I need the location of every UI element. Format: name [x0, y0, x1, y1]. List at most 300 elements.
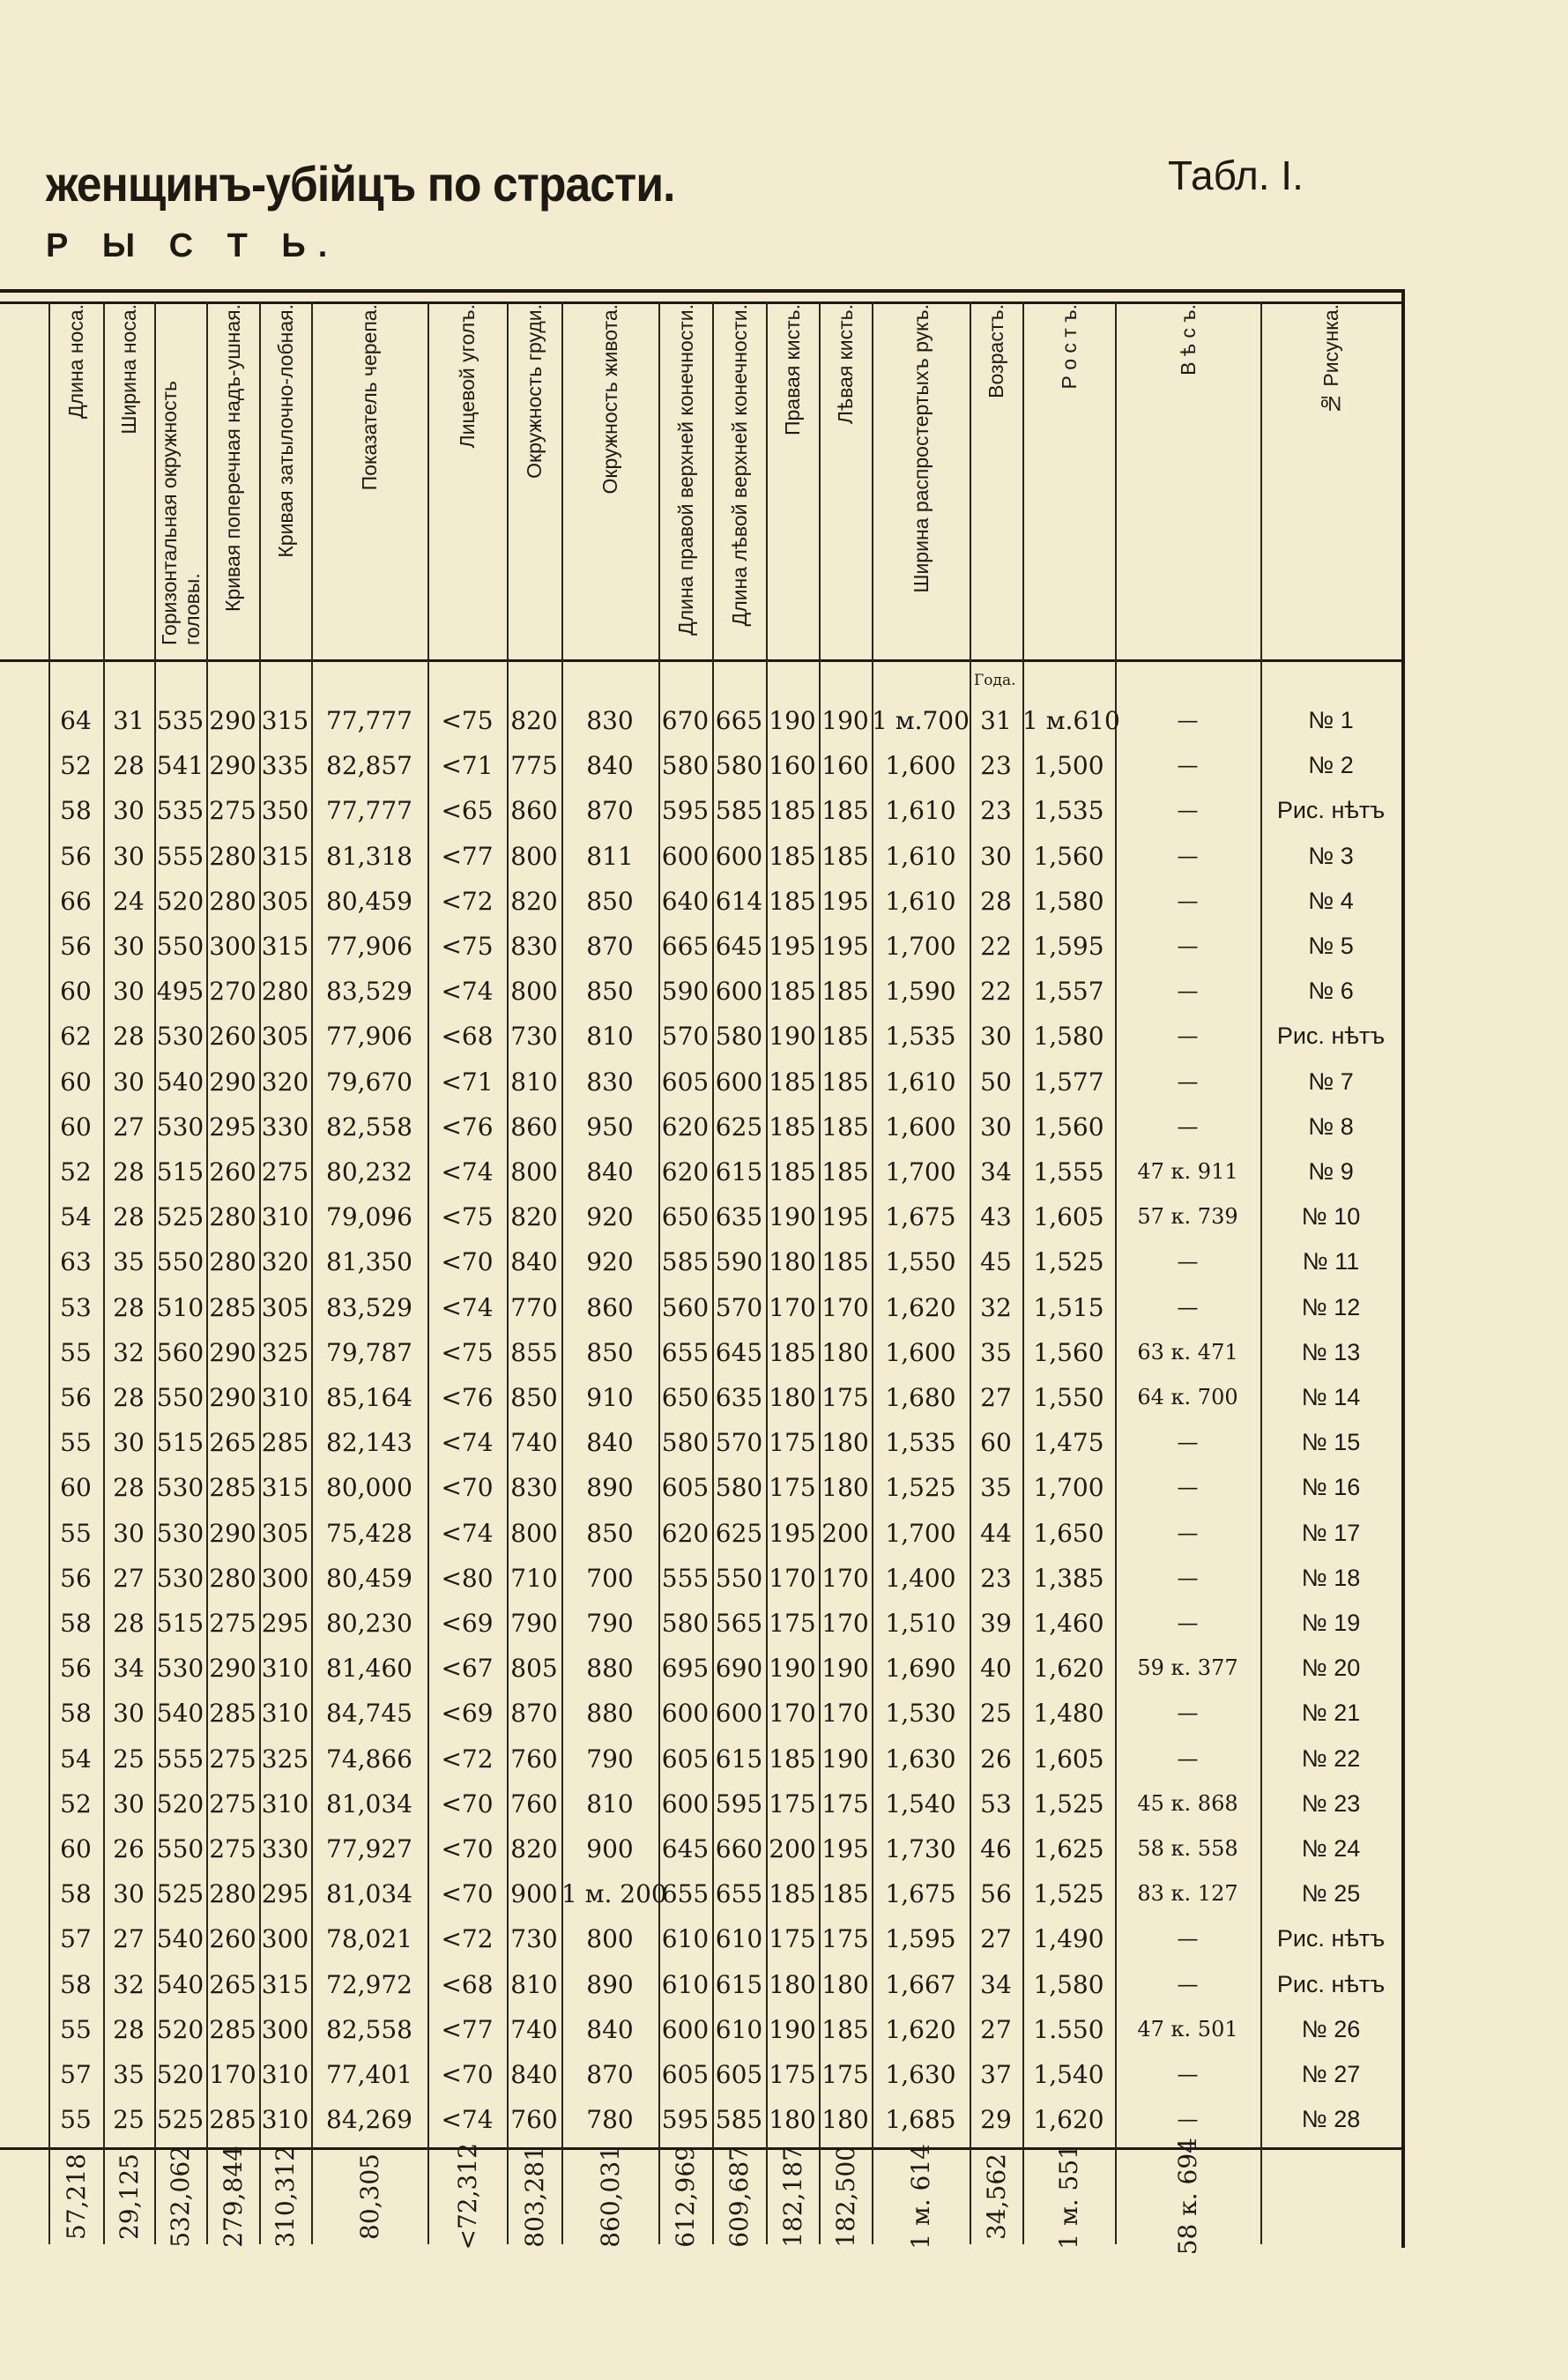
column-header-label: Возрастъ. — [985, 304, 1007, 398]
table-cell: 81,034 — [326, 1879, 412, 1909]
table-cell: 1,730 — [885, 1834, 956, 1863]
average-cell — [206, 2146, 259, 2248]
table-cell: 185 — [821, 796, 869, 826]
table-cell: 620 — [661, 1518, 710, 1548]
column-header-label: Длина правой верхней конечности. — [673, 304, 697, 636]
table-cell: 645 — [661, 1834, 710, 1863]
table-cell: 550 — [156, 932, 204, 961]
table-cell: 85,164 — [326, 1383, 412, 1412]
average-cell — [507, 2146, 561, 2248]
table-cell: 58 к. 558 — [1137, 1836, 1238, 1861]
table-cell: № 2 — [1308, 752, 1354, 779]
table-cell: 185 — [769, 1112, 816, 1142]
average-value: <72,312 — [452, 2143, 482, 2250]
table-cell: 58 — [60, 1969, 92, 1999]
table-cell: 310 — [261, 2060, 309, 2089]
table-cell: <75 — [441, 706, 494, 735]
table-cell: 1,515 — [1033, 1292, 1104, 1322]
table-cell: <74 — [441, 1157, 494, 1186]
table-cell: 520 — [156, 886, 204, 916]
table-cell: 730 — [510, 1924, 558, 1954]
table-cell: 25 — [980, 1699, 1012, 1729]
table-cell: 190 — [821, 1654, 869, 1684]
average-value: 612,969 — [671, 2146, 700, 2248]
table-cell: Рис. нѣтъ — [1276, 1925, 1386, 1952]
average-cell — [970, 2151, 1022, 2242]
table-cell: 610 — [661, 1969, 710, 1999]
table-cell: — — [1177, 1971, 1199, 1997]
table-cell: 1,690 — [885, 1654, 956, 1684]
table-cell: 655 — [661, 1879, 710, 1909]
table-cell: 32 — [113, 1969, 145, 1999]
table-cell: 820 — [510, 1202, 558, 1232]
table-cell: 1,480 — [1033, 1699, 1104, 1729]
table-cell: 60 — [60, 1473, 92, 1503]
table-cell: 645 — [715, 1337, 763, 1367]
table-cell: 185 — [821, 1157, 869, 1186]
table-cell: 555 — [156, 1744, 204, 1774]
table-cell: 610 — [715, 2014, 763, 2044]
table-cell: 1,625 — [1033, 1834, 1104, 1863]
table-cell: 30 — [113, 1067, 145, 1097]
average-value: 182,500 — [830, 2146, 860, 2248]
table-cell: 315 — [261, 706, 309, 735]
average-value: 310,312 — [271, 2146, 300, 2248]
table-cell: 605 — [661, 2060, 710, 2089]
table-cell: 1,600 — [885, 1337, 956, 1367]
column-header-label: Ширина распростертыхъ рукъ. — [909, 304, 933, 593]
table-cell: 800 — [510, 1157, 558, 1186]
table-cell: 26 — [980, 1744, 1012, 1774]
table-cell: № 21 — [1301, 1699, 1361, 1727]
table-cell: 195 — [769, 932, 816, 961]
table-cell: 525 — [156, 1202, 204, 1232]
average-cell — [48, 2151, 103, 2242]
table-cell: 850 — [510, 1383, 558, 1412]
table-cell: № 4 — [1308, 887, 1354, 914]
table-cell: 185 — [769, 1879, 816, 1909]
table-cell: 870 — [586, 932, 634, 961]
table-cell: 300 — [261, 1563, 309, 1593]
table-cell: 56 — [980, 1879, 1012, 1909]
average-value: 80,305 — [354, 2153, 384, 2240]
table-cell: 1,550 — [885, 1247, 956, 1277]
column-header — [658, 304, 712, 645]
table-cell: 80,232 — [326, 1157, 412, 1186]
table-cell: 35 — [113, 1247, 145, 1277]
average-value: 182,187 — [777, 2146, 807, 2248]
table-cell: 64 — [60, 706, 92, 735]
table-cell: 520 — [156, 1789, 204, 1818]
column-header-label: Лицевой уголъ. — [456, 304, 479, 449]
table-cell: 305 — [261, 1292, 309, 1322]
table-cell: 550 — [156, 1834, 204, 1863]
table-cell: 620 — [661, 1112, 710, 1142]
table-cell: 1,610 — [885, 841, 956, 871]
table-cell: 330 — [261, 1112, 309, 1142]
table-cell: — — [1177, 1294, 1199, 1320]
table-cell: 300 — [261, 1924, 309, 1954]
average-cell — [311, 2151, 427, 2242]
table-cell: 790 — [586, 1609, 634, 1638]
table-cell: 56 — [60, 932, 92, 961]
table-cell: 180 — [821, 1337, 869, 1367]
table-cell: 610 — [661, 1924, 710, 1954]
column-header-label: Лѣвая кисть. — [834, 304, 857, 425]
table-cell: 760 — [510, 2105, 558, 2135]
table-cell: 81,034 — [326, 1789, 412, 1818]
table-cell: 350 — [261, 796, 309, 826]
table-cell: 55 — [60, 2105, 92, 2135]
table-cell: 305 — [261, 1022, 309, 1052]
table-cell: 25 — [113, 2105, 145, 2135]
table-cell: 52 — [60, 751, 92, 781]
table-cell: 1,620 — [885, 2014, 956, 2044]
table-cell: 850 — [586, 1337, 634, 1367]
average-value: 803,281 — [519, 2146, 549, 2248]
table-cell: 625 — [715, 1112, 763, 1142]
table-cell: 28 — [113, 1609, 145, 1638]
table-cell: 315 — [261, 1969, 309, 1999]
table-cell: 74,866 — [326, 1744, 412, 1774]
table-cell: 81,318 — [326, 841, 412, 871]
table-cell: 31 — [113, 706, 145, 735]
column-header — [872, 304, 970, 645]
table-cell: № 10 — [1301, 1203, 1361, 1231]
table-cell: 315 — [261, 841, 309, 871]
table-cell: 30 — [980, 1112, 1012, 1142]
table-cell: 525 — [156, 2105, 204, 2135]
table-cell: <68 — [441, 1022, 494, 1052]
table-cell: 30 — [113, 1789, 145, 1818]
table-cell: 28 — [113, 1292, 145, 1322]
table-cell: 290 — [209, 751, 256, 781]
table-cell: 195 — [821, 1834, 869, 1863]
table-cell: 1,595 — [885, 1924, 956, 1954]
table-cell: 77,401 — [326, 2060, 412, 2089]
table-cell: 290 — [209, 1383, 256, 1412]
table-cell: 810 — [510, 1969, 558, 1999]
table-cell: 23 — [980, 796, 1012, 826]
table-cell: 910 — [586, 1383, 634, 1412]
column-header-label: Р о с т ъ. — [1057, 304, 1081, 390]
table-cell: 23 — [980, 1563, 1012, 1593]
table-cell: 27 — [113, 1924, 145, 1954]
table-cell: 665 — [715, 706, 763, 735]
table-cell: 555 — [156, 841, 204, 871]
table-cell: 320 — [261, 1067, 309, 1097]
table-cell: 840 — [510, 2060, 558, 2089]
table-cell: 84,269 — [326, 2105, 412, 2135]
table-cell: 185 — [769, 1337, 816, 1367]
table-cell: 580 — [661, 1428, 710, 1458]
table-cell: 540 — [156, 1067, 204, 1097]
table-cell: 190 — [769, 1022, 816, 1052]
table-cell: 27 — [113, 1563, 145, 1593]
table-cell: 890 — [586, 1969, 634, 1999]
table-cell: 600 — [715, 841, 763, 871]
table-cell: 280 — [209, 1202, 256, 1232]
column-header — [1115, 304, 1260, 645]
table-cell: 28 — [113, 751, 145, 781]
table-cell: 1.550 — [1033, 2014, 1104, 2044]
table-cell: 1,610 — [885, 886, 956, 916]
table-cell: 605 — [661, 1744, 710, 1774]
table-cell: 560 — [156, 1337, 204, 1367]
table-cell: 46 — [980, 1834, 1012, 1863]
table-cell: 60 — [60, 1834, 92, 1863]
table-cell: 30 — [113, 977, 145, 1007]
table-cell: 35 — [113, 2060, 145, 2089]
table-cell: 54 — [60, 1202, 92, 1232]
table-cell: 82,558 — [326, 2014, 412, 2044]
table-cell: 60 — [980, 1428, 1012, 1458]
table-cell: 52 — [60, 1789, 92, 1818]
table-cell: 530 — [156, 1473, 204, 1503]
average-value: 860,031 — [595, 2146, 625, 2248]
table-cell: 305 — [261, 1518, 309, 1548]
table-cell: — — [1177, 1113, 1199, 1139]
table-cell: 1,525 — [885, 1473, 956, 1503]
table-cell: 1,700 — [885, 1157, 956, 1186]
table-cell: <74 — [441, 1428, 494, 1458]
table-cell: <76 — [441, 1383, 494, 1412]
table-cell: 32 — [980, 1292, 1012, 1322]
table-cell: 180 — [821, 2105, 869, 2135]
table-cell: 810 — [586, 1022, 634, 1052]
table-cell: 58 — [60, 1879, 92, 1909]
table-cell: 185 — [769, 886, 816, 916]
table-cell: 170 — [209, 2060, 256, 2089]
table-cell: 1,530 — [885, 1699, 956, 1729]
table-cell: 1,605 — [1033, 1202, 1104, 1232]
table-cell: <72 — [441, 1924, 494, 1954]
table-cell: 1,475 — [1033, 1428, 1104, 1458]
table-cell: 650 — [661, 1383, 710, 1412]
table-cell: 615 — [715, 1969, 763, 1999]
table-cell: <75 — [441, 932, 494, 961]
table-cell: 53 — [980, 1789, 1012, 1818]
average-cell — [103, 2151, 154, 2242]
table-cell: 325 — [261, 1337, 309, 1367]
table-cell: № 6 — [1308, 978, 1354, 1005]
table-cell: 200 — [769, 1834, 816, 1863]
table-cell: 495 — [156, 977, 204, 1007]
table-cell: 60 — [60, 1067, 92, 1097]
table-cell: 25 — [113, 1744, 145, 1774]
table-cell: 275 — [261, 1157, 309, 1186]
table-cell: 40 — [980, 1654, 1012, 1684]
table-cell: 185 — [769, 977, 816, 1007]
average-cell — [1115, 2138, 1260, 2256]
table-cell: 920 — [586, 1202, 634, 1232]
table-cell: 775 — [510, 751, 558, 781]
table-cell: 600 — [661, 1789, 710, 1818]
table-cell: 55 — [60, 1518, 92, 1548]
table-cell: 30 — [113, 1518, 145, 1548]
table-cell: 1,560 — [1033, 1112, 1104, 1142]
table-cell: 595 — [661, 2105, 710, 2135]
table-cell: 30 — [980, 841, 1012, 871]
table-cell: 950 — [586, 1112, 634, 1142]
table-cell: 34 — [980, 1969, 1012, 1999]
column-header-label: Кривая поперечная надъ-ушная. — [221, 304, 244, 612]
table-cell: 310 — [261, 1699, 309, 1729]
table-cell: 330 — [261, 1834, 309, 1863]
table-cell: 295 — [209, 1112, 256, 1142]
table-cell: 265 — [209, 1969, 256, 1999]
table-cell: — — [1177, 1926, 1199, 1952]
table-cell: <72 — [441, 1744, 494, 1774]
table-cell: 1,580 — [1033, 886, 1104, 916]
table-cell: 30 — [113, 1879, 145, 1909]
table-cell: 570 — [715, 1292, 763, 1322]
table-cell: 290 — [209, 706, 256, 735]
table-cell: 585 — [715, 796, 763, 826]
column-header — [507, 304, 561, 645]
table-cell: 1,600 — [885, 1112, 956, 1142]
column-header-label: Длина носа. — [64, 304, 87, 419]
table-cell: 280 — [209, 841, 256, 871]
table-cell: 920 — [586, 1247, 634, 1277]
table-cell: 35 — [980, 1473, 1012, 1503]
table-cell: — — [1177, 933, 1199, 958]
table-cell: 530 — [156, 1654, 204, 1684]
column-header-label: Окружность груди. — [523, 304, 546, 479]
table-cell: 800 — [510, 1518, 558, 1548]
table-cell: — — [1177, 843, 1199, 868]
table-cell: 22 — [980, 977, 1012, 1007]
table-cell: 170 — [821, 1609, 869, 1638]
table-cell: 57 — [60, 1924, 92, 1954]
table-cell: 310 — [261, 1202, 309, 1232]
table-cell: 840 — [586, 1157, 634, 1186]
table-cell: 280 — [209, 1247, 256, 1277]
table-cell: 285 — [209, 1473, 256, 1503]
table-cell: 170 — [769, 1292, 816, 1322]
table-cell: 75,428 — [326, 1518, 412, 1548]
table-cell: 45 — [980, 1247, 1012, 1277]
table-cell: <70 — [441, 2060, 494, 2089]
table-cell: 175 — [821, 1924, 869, 1954]
table-cell: 80,459 — [326, 1563, 412, 1593]
table-cell: 650 — [661, 1202, 710, 1232]
table-cell: 28 — [113, 1202, 145, 1232]
table-cell: 55 — [60, 1428, 92, 1458]
table-cell: 830 — [586, 1067, 634, 1097]
table-cell: <67 — [441, 1654, 494, 1684]
table-cell: 870 — [586, 796, 634, 826]
table-cell: 1,685 — [885, 2105, 956, 2135]
table-cell: 1,630 — [885, 1744, 956, 1774]
table-cell: 600 — [715, 1067, 763, 1097]
table-cell: <70 — [441, 1834, 494, 1863]
table-cell: 560 — [661, 1292, 710, 1322]
table-cell: <76 — [441, 1112, 494, 1142]
table-cell: 56 — [60, 841, 92, 871]
table-cell: — — [1177, 1745, 1199, 1771]
table-cell: № 26 — [1301, 2015, 1361, 2042]
table-cell: 28 — [113, 1383, 145, 1412]
table-cell: 1,580 — [1033, 1022, 1104, 1052]
average-value: 1 м. 551 — [1054, 2144, 1083, 2250]
average-value: 1 м. 614 — [906, 2144, 935, 2250]
table-cell: 82,143 — [326, 1428, 412, 1458]
table-cell: 295 — [261, 1609, 309, 1638]
column-header — [970, 304, 1022, 645]
average-value: 34,562 — [981, 2153, 1011, 2240]
average-cell — [766, 2146, 819, 2248]
table-cell: 635 — [715, 1383, 763, 1412]
table-cell: 280 — [209, 886, 256, 916]
table-cell: 79,096 — [326, 1202, 412, 1232]
table-cell: — — [1177, 1700, 1199, 1726]
table-cell: 1,605 — [1033, 1744, 1104, 1774]
table-cell: 55 — [60, 1337, 92, 1367]
table-cell: 82,857 — [326, 751, 412, 781]
table-cell: 810 — [510, 1067, 558, 1097]
table-cell: 1,600 — [885, 751, 956, 781]
table-cell: <70 — [441, 1879, 494, 1909]
table-cell: 1,700 — [885, 1518, 956, 1548]
table-cell: 610 — [715, 1924, 763, 1954]
table-cell: 27 — [980, 1383, 1012, 1412]
table-cell: 600 — [661, 841, 710, 871]
table-cell: 595 — [715, 1789, 763, 1818]
table-cell: 84,745 — [326, 1699, 412, 1729]
column-header — [48, 304, 103, 645]
table-cell: <69 — [441, 1609, 494, 1638]
table-cell: 530 — [156, 1022, 204, 1052]
table-cell: 185 — [769, 1157, 816, 1186]
table-cell: 1 м. 200 — [561, 1879, 667, 1909]
table-cell: № 14 — [1301, 1384, 1361, 1410]
column-header — [154, 304, 206, 645]
table-cell: 56 — [60, 1383, 92, 1412]
table-cell: 170 — [769, 1563, 816, 1593]
column-header — [766, 304, 819, 645]
table-cell: 175 — [769, 1789, 816, 1818]
table-cell: 57 — [60, 2060, 92, 2089]
column-header-label: В ѣ с ъ. — [1176, 304, 1200, 376]
table-cell: <80 — [441, 1563, 494, 1593]
table-cell: — — [1177, 1475, 1199, 1500]
table-cell: 82,558 — [326, 1112, 412, 1142]
average-cell — [154, 2146, 206, 2248]
table-cell: № 9 — [1308, 1158, 1354, 1185]
table-cell: 27 — [113, 1112, 145, 1142]
table-cell: 810 — [586, 1789, 634, 1818]
table-cell: 160 — [769, 751, 816, 781]
table-cell: 800 — [510, 841, 558, 871]
table-cell: 605 — [661, 1067, 710, 1097]
table-cell: № 15 — [1301, 1429, 1361, 1456]
table-cell: 28 — [980, 886, 1012, 916]
table-cell: 585 — [715, 2105, 763, 2135]
table-cell: 1,500 — [1033, 751, 1104, 781]
table-cell: № 3 — [1308, 842, 1354, 869]
table-cell: 310 — [261, 2105, 309, 2135]
table-cell: 710 — [510, 1563, 558, 1593]
table-cell: 185 — [821, 1247, 869, 1277]
table-cell: 185 — [821, 1879, 869, 1909]
table-cell: 870 — [510, 1699, 558, 1729]
table-cell: 275 — [209, 796, 256, 826]
table-cell: 541 — [156, 751, 204, 781]
table-cell: 600 — [661, 2014, 710, 2044]
table-cell: 1,525 — [1033, 1879, 1104, 1909]
table-cell: № 8 — [1308, 1112, 1354, 1140]
